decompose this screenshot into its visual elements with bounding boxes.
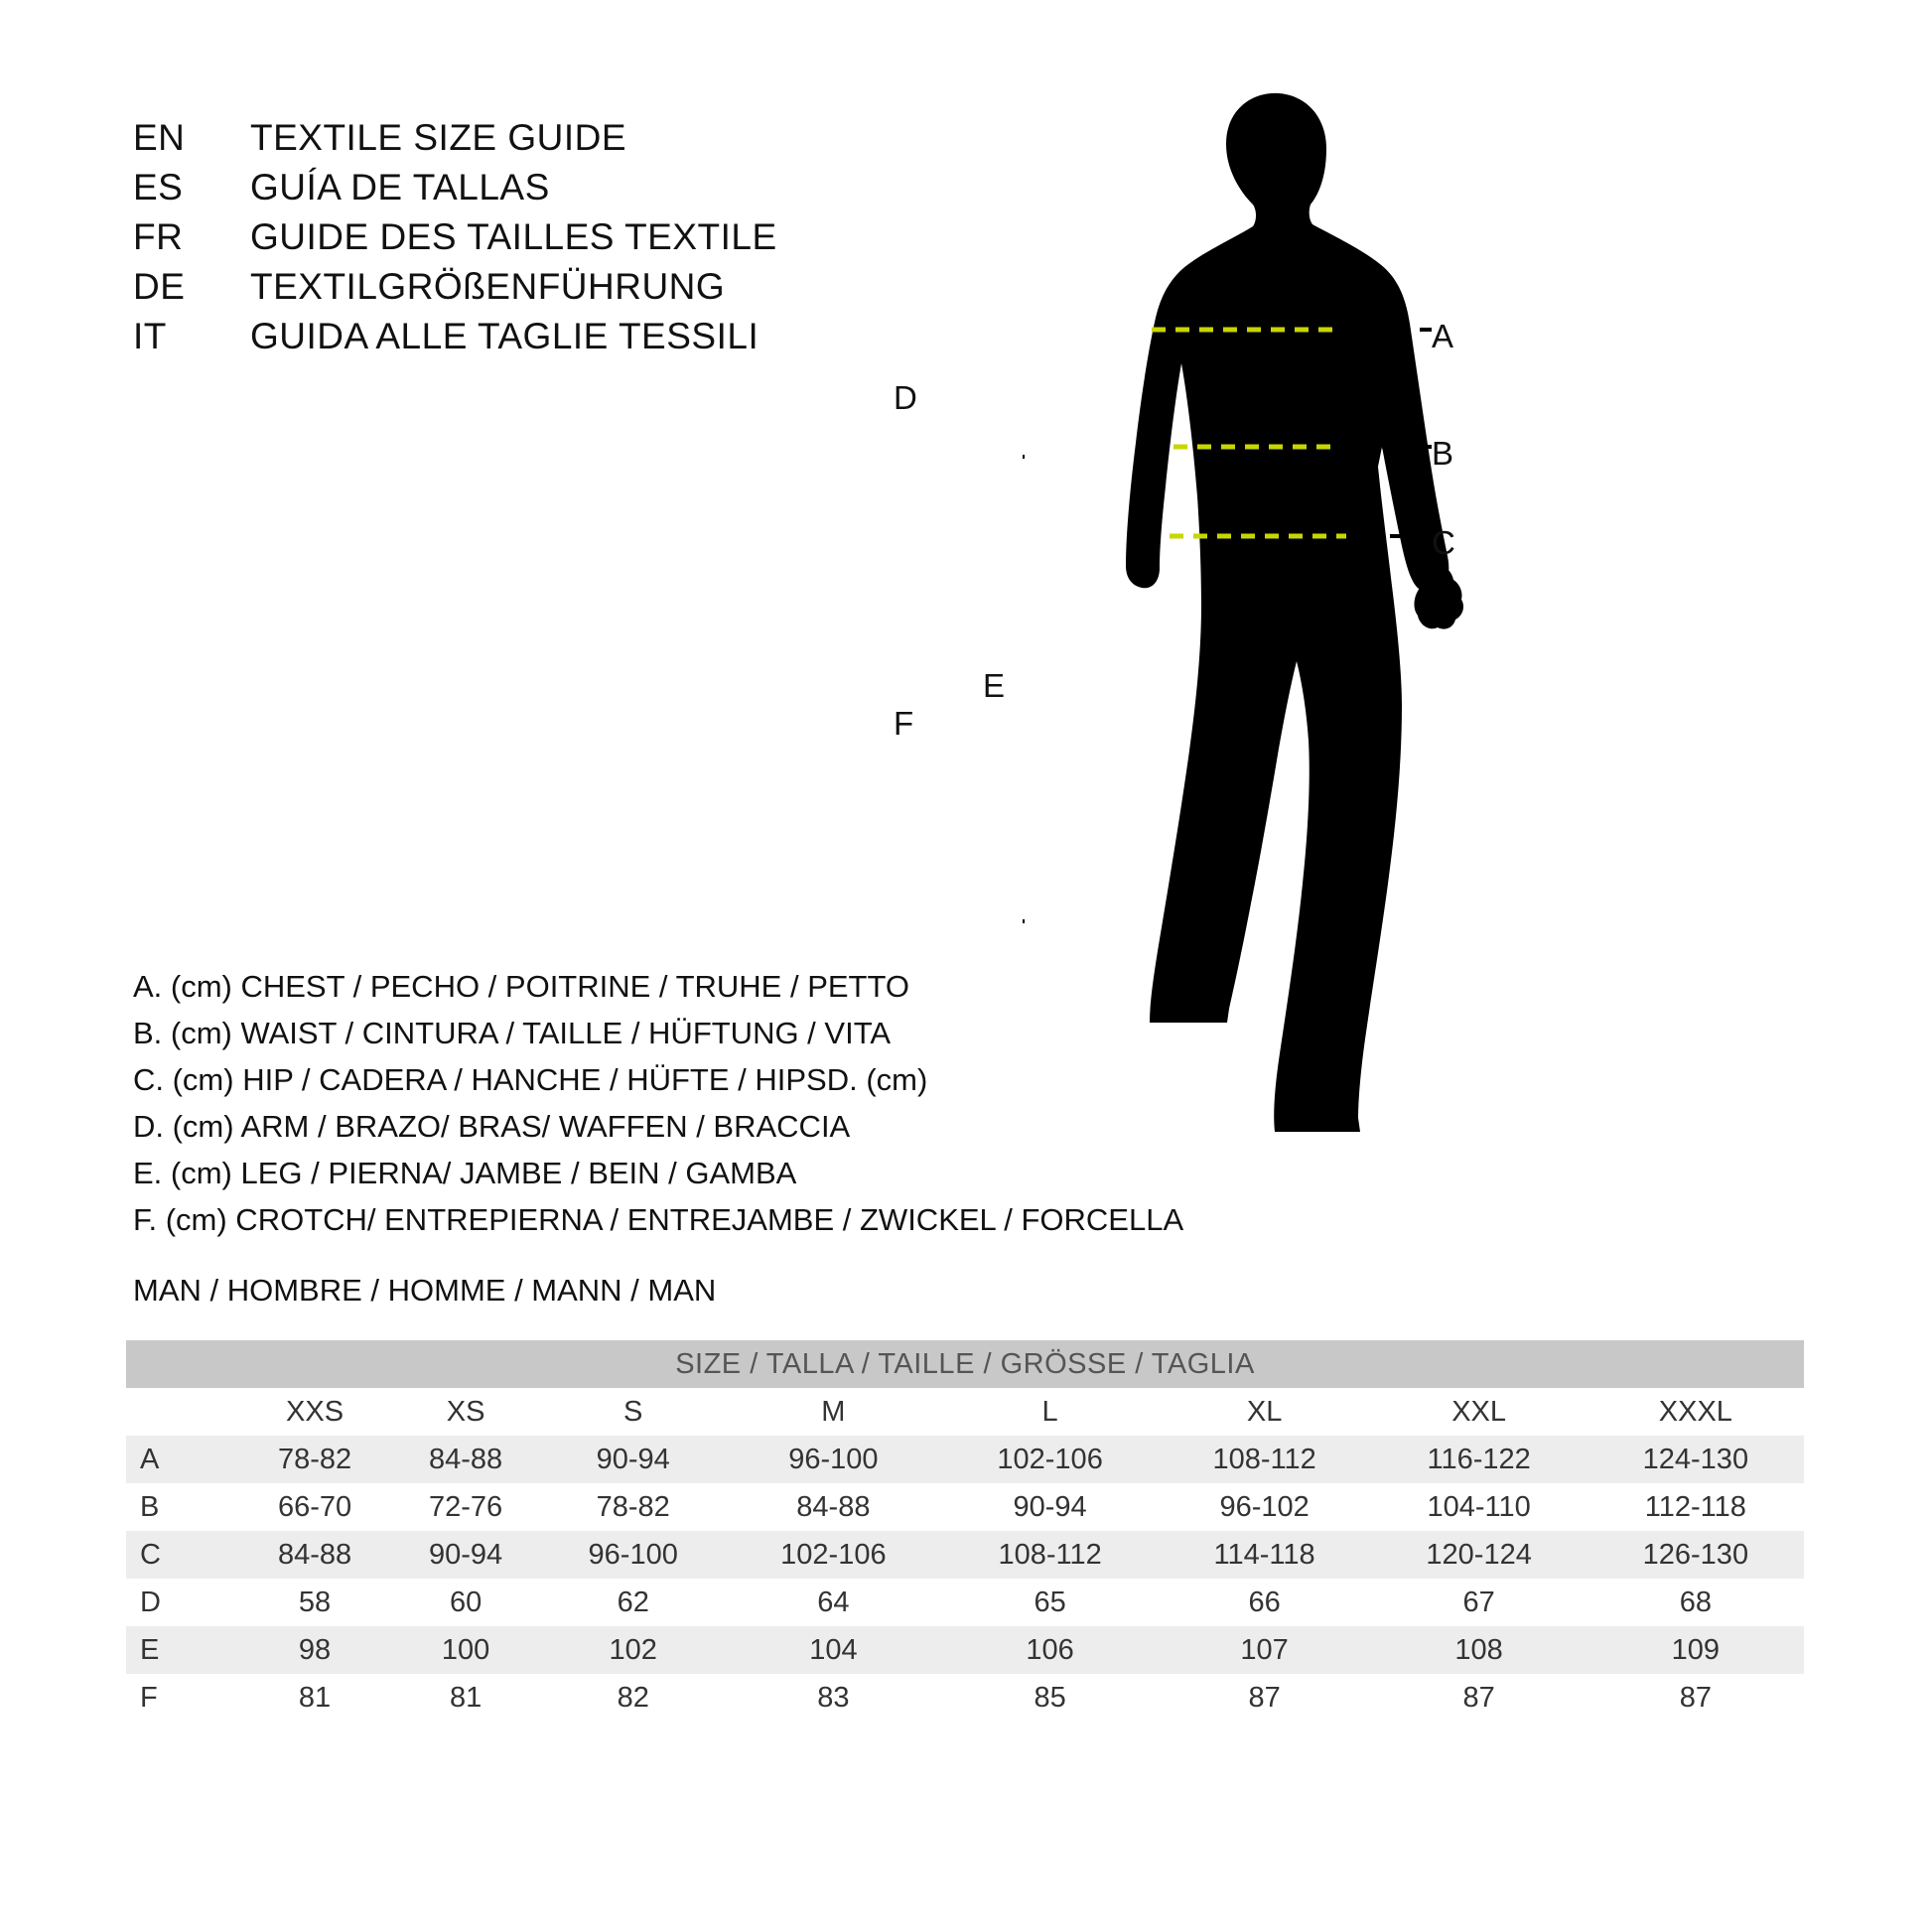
title-text-de: TEXTILGRÖßENFÜHRUNG (250, 266, 726, 307)
legend-line-e: E. (cm) LEG / PIERNA/ JAMBE / BEIN / GAMBA (133, 1156, 797, 1190)
legend-line-c: C. (cm) HIP / CADERA / HANCHE / HÜFTE / HIPSD. (cm) (133, 1062, 928, 1097)
size-header-xl: XL (1159, 1388, 1371, 1436)
table-row (126, 1436, 1804, 1483)
cell-d-xl: 66 (1159, 1579, 1371, 1626)
cell-e-l: 106 (942, 1626, 1159, 1674)
size-header-m: M (725, 1388, 941, 1436)
cell-d-l: 65 (942, 1579, 1159, 1626)
cell-a-l: 102-106 (942, 1436, 1159, 1483)
row-key-e: E (126, 1626, 239, 1674)
cell-a-xxs: 78-82 (239, 1436, 390, 1483)
table-band-header (126, 1340, 1804, 1388)
title-lang-en: EN (133, 117, 186, 158)
cell-b-xs: 72-76 (390, 1483, 541, 1531)
cell-b-s: 78-82 (541, 1483, 725, 1531)
size-header-s: S (541, 1388, 725, 1436)
row-key-c: C (126, 1531, 239, 1579)
row-key-f: F (126, 1674, 239, 1722)
cell-b-xxl: 104-110 (1371, 1483, 1587, 1531)
size-header-corner (126, 1388, 239, 1436)
cell-f-xxl: 87 (1371, 1674, 1587, 1722)
marker-label-e: E (983, 667, 1006, 704)
cell-a-xxxl: 124-130 (1587, 1436, 1804, 1483)
cell-e-xxs: 98 (239, 1626, 390, 1674)
title-block (133, 117, 927, 365)
size-header-xxs: XXS (239, 1388, 390, 1436)
title-lang-it: IT (133, 316, 167, 356)
title-row (133, 167, 927, 216)
row-key-b: B (126, 1483, 239, 1531)
cell-c-s: 96-100 (541, 1531, 725, 1579)
cell-e-m: 104 (725, 1626, 941, 1674)
marker-label-f: F (894, 705, 914, 742)
title-row (133, 216, 927, 266)
cell-a-xl: 108-112 (1159, 1436, 1371, 1483)
table-row (126, 1674, 1804, 1722)
cell-b-l: 90-94 (942, 1483, 1159, 1531)
marker-label-c: C (1432, 524, 1455, 561)
band-header-label: SIZE / TALLA / TAILLE / GRÖSSE / TAGLIA (126, 1340, 1804, 1388)
cell-d-s: 62 (541, 1579, 725, 1626)
marker-label-d: D (894, 379, 917, 416)
cell-a-xxl: 116-122 (1371, 1436, 1587, 1483)
cell-f-xxs: 81 (239, 1674, 390, 1722)
cell-c-xs: 90-94 (390, 1531, 541, 1579)
cell-d-xxxl: 68 (1587, 1579, 1804, 1626)
cell-a-m: 96-100 (725, 1436, 941, 1483)
title-text-it: GUIDA ALLE TAGLIE TESSILI (250, 316, 759, 356)
cell-e-xxxl: 109 (1587, 1626, 1804, 1674)
table-row (126, 1579, 1804, 1626)
legend-line-d: D. (cm) ARM / BRAZO/ BRAS/ WAFFEN / BRACCIA (133, 1109, 851, 1144)
cell-c-m: 102-106 (725, 1531, 941, 1579)
cell-b-xxxl: 112-118 (1587, 1483, 1804, 1531)
size-table (126, 1340, 1804, 1722)
cell-e-s: 102 (541, 1626, 725, 1674)
title-text-en: TEXTILE SIZE GUIDE (250, 117, 627, 158)
title-text-es: GUÍA DE TALLAS (250, 167, 550, 207)
cell-f-l: 85 (942, 1674, 1159, 1722)
cell-f-s: 82 (541, 1674, 725, 1722)
size-header-xxxl: XXXL (1587, 1388, 1804, 1436)
title-lang-de: DE (133, 266, 186, 307)
table-size-header-row (126, 1388, 1804, 1436)
title-text-fr: GUIDE DES TAILLES TEXTILE (250, 216, 777, 257)
title-lang-es: ES (133, 167, 184, 207)
row-key-a: A (126, 1436, 239, 1483)
cell-b-xl: 96-102 (1159, 1483, 1371, 1531)
cell-a-xs: 84-88 (390, 1436, 541, 1483)
cell-e-xs: 100 (390, 1626, 541, 1674)
table-row (126, 1483, 1804, 1531)
cell-c-xxxl: 126-130 (1587, 1531, 1804, 1579)
marker-label-b: B (1432, 435, 1454, 472)
title-lang-fr: FR (133, 216, 184, 257)
table-row (126, 1626, 1804, 1674)
cell-d-xxs: 58 (239, 1579, 390, 1626)
legend-line-b: B. (cm) WAIST / CINTURA / TAILLE / HÜFTUNG / VITA (133, 1016, 892, 1050)
cell-e-xxl: 108 (1371, 1626, 1587, 1674)
cell-f-xl: 87 (1159, 1674, 1371, 1722)
cell-c-l: 108-112 (942, 1531, 1159, 1579)
gender-label: MAN / HOMBRE / HOMME / MANN / MAN (133, 1273, 717, 1308)
legend-line-a: A. (cm) CHEST / PECHO / POITRINE / TRUHE / PETTO (133, 969, 909, 1004)
row-key-d: D (126, 1579, 239, 1626)
cell-b-xxs: 66-70 (239, 1483, 390, 1531)
cell-a-s: 90-94 (541, 1436, 725, 1483)
cell-d-xs: 60 (390, 1579, 541, 1626)
cell-f-m: 83 (725, 1674, 941, 1722)
size-header-l: L (942, 1388, 1159, 1436)
size-header-xxl: XXL (1371, 1388, 1587, 1436)
cell-d-xxl: 67 (1371, 1579, 1587, 1626)
table-row (126, 1531, 1804, 1579)
title-row (133, 266, 927, 316)
cell-e-xl: 107 (1159, 1626, 1371, 1674)
size-header-xs: XS (390, 1388, 541, 1436)
cell-c-xxl: 120-124 (1371, 1531, 1587, 1579)
title-row (133, 316, 927, 365)
cell-d-m: 64 (725, 1579, 941, 1626)
cell-c-xxs: 84-88 (239, 1531, 390, 1579)
title-row (133, 117, 927, 167)
cell-f-xs: 81 (390, 1674, 541, 1722)
legend-line-f: F. (cm) CROTCH/ ENTREPIERNA / ENTREJAMBE / ZWICKEL / FORCELLA (133, 1202, 1184, 1237)
legend-block (133, 963, 1185, 1243)
cell-f-xxxl: 87 (1587, 1674, 1804, 1722)
cell-c-xl: 114-118 (1159, 1531, 1371, 1579)
marker-label-a: A (1432, 318, 1454, 354)
cell-b-m: 84-88 (725, 1483, 941, 1531)
